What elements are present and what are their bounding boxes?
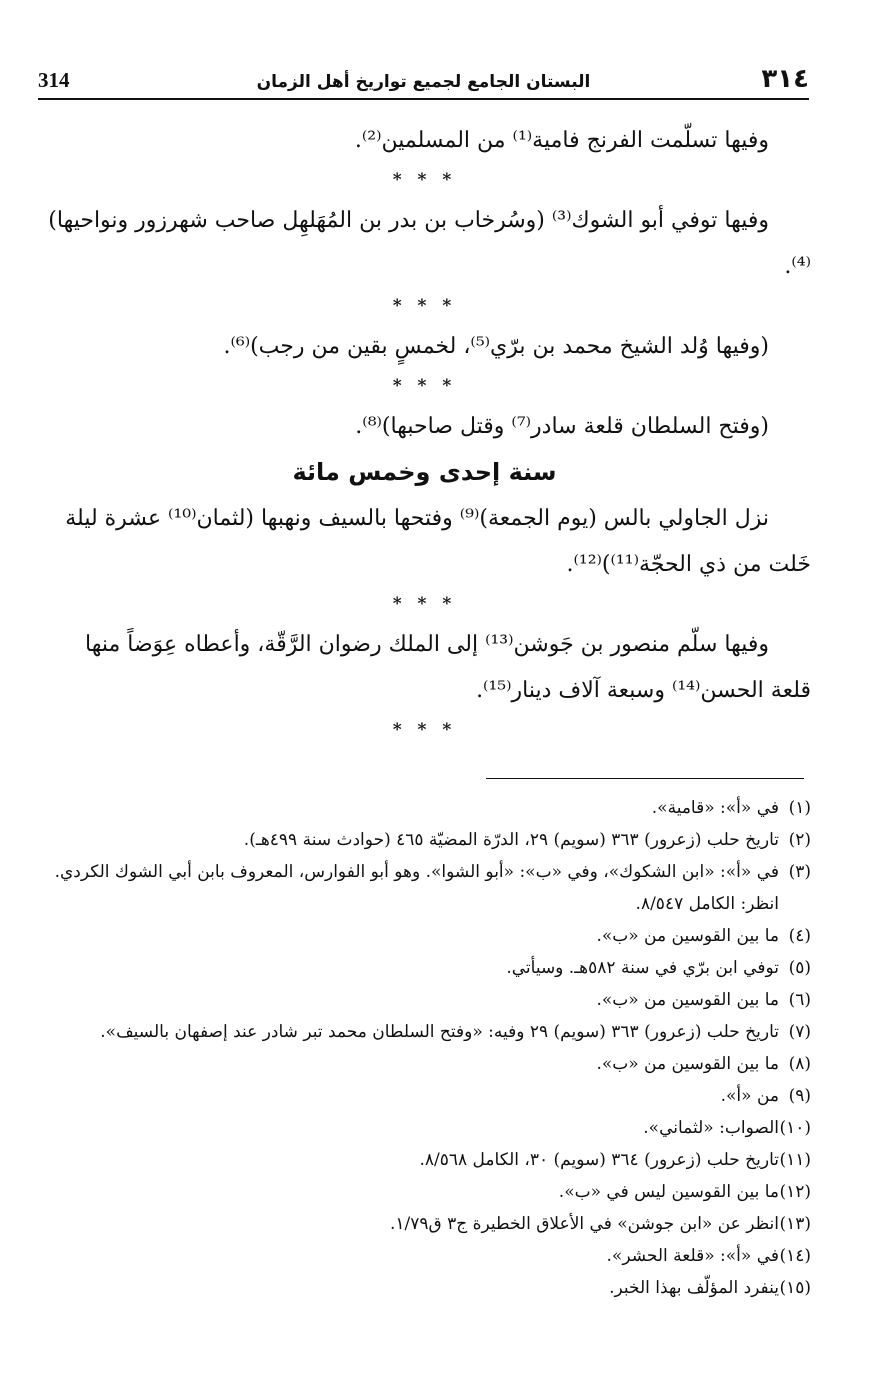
footnote-number: (٩) bbox=[788, 1086, 811, 1106]
footnote bbox=[38, 1048, 811, 1080]
footnote bbox=[38, 1208, 811, 1240]
footnotes bbox=[38, 792, 811, 1304]
footnote-text: في «أ»: «قامية». bbox=[651, 798, 779, 818]
footnote-number: (١٥) bbox=[779, 1278, 811, 1298]
footnote-text: توفي ابن برّي في سنة ٥٨٢هـ. وسيأتي. bbox=[506, 958, 779, 978]
section-separator: * * * bbox=[392, 720, 457, 740]
footnote bbox=[38, 984, 811, 1016]
footnote-text: تاريخ حلب (زعرور) ٣٦٣ (سويم) ٢٩، الدرّة المضيّة ٤٦٥ (حوادث سنة ٤٩٩هـ). bbox=[243, 830, 779, 850]
footnote bbox=[38, 1144, 811, 1176]
footnote bbox=[38, 1112, 811, 1144]
footnote-number: (٦) bbox=[788, 990, 811, 1010]
year-heading: سنة إحدى وخمس مائة bbox=[292, 458, 557, 486]
footnote-text: الصواب: «لثماني». bbox=[643, 1118, 779, 1138]
footnote-text: تاريخ حلب (زعرور) ٣٦٣ (سويم) ٢٩ وفيه: «وفتح السلطان محمد تبر شادر عند إصفهان بالسيف». bbox=[100, 1022, 779, 1042]
footnote-text: ما بين القوسين ليس في «ب». bbox=[558, 1182, 779, 1202]
paragraph: وفيها توفي أبو الشوك⁽³⁾ (وسُرخاب بن بدر بن المُهَلهِل صاحب شهرزور ونواحيها)⁽⁴⁾. bbox=[48, 208, 811, 279]
footnote-text: في «أ»: «ابن الشكوك»، وفي «ب»: «أبو الشوا». وهو أبو الفوارس، المعروف بابن أبي الشوك الكردي. انظر: الكامل ٨/٥٤٧. bbox=[54, 862, 779, 914]
section-separator: * * * bbox=[392, 170, 457, 190]
paragraph: وفيها سلّم منصور بن جَوشن⁽¹³⁾ إلى الملك رضوان الرَّقّة، وأعطاه عِوَضاً منها قلعة الحسن⁽¹⁴⁾ وسبعة آلاف دينار⁽¹⁵⁾. bbox=[85, 632, 811, 703]
footnote-number: (١) bbox=[788, 798, 811, 818]
footnote bbox=[38, 952, 811, 984]
footnote-rule bbox=[486, 778, 804, 779]
paragraph: (وفتح السلطان قلعة سادر⁽⁷⁾ وقتل صاحبها)⁽⁸⁾. bbox=[355, 414, 769, 439]
page-number-arabic: ٣١٤ bbox=[761, 64, 809, 94]
footnote-text: انظر عن «ابن جوشن» في الأعلاق الخطيرة ج٣ ق١/٧٩. bbox=[389, 1214, 779, 1234]
footnote-text: تاريخ حلب (زعرور) ٣٦٤ (سويم) ٣٠، الكامل ٨/٥٦٨. bbox=[419, 1150, 779, 1170]
main-text bbox=[38, 118, 811, 748]
footnote-number: (١٣) bbox=[779, 1214, 811, 1234]
footnote-number: (٨) bbox=[788, 1054, 811, 1074]
footnote bbox=[38, 1016, 811, 1048]
footnote bbox=[38, 856, 811, 920]
footnote-number: (٢) bbox=[788, 830, 811, 850]
footnote bbox=[38, 1176, 811, 1208]
footnote-text: ينفرد المؤلّف بهذا الخبر. bbox=[609, 1278, 779, 1298]
section-separator: * * * bbox=[392, 296, 457, 316]
page-number-latin: 314 bbox=[38, 68, 70, 92]
footnote-number: (١٠) bbox=[779, 1118, 811, 1138]
running-title: البستان الجامع لجميع تواريخ أهل الزمان bbox=[256, 72, 591, 92]
footnote-number: (١٢) bbox=[779, 1182, 811, 1202]
footnote-number: (١٤) bbox=[779, 1246, 811, 1266]
paragraph: نزل الجاولي بالس (يوم الجمعة)⁽⁹⁾ وفتحها بالسيف ونهبها (لثمان⁽¹⁰⁾ عشرة ليلة خَلت من ذي الحجّة⁽¹¹⁾)⁽¹²⁾. bbox=[65, 506, 811, 577]
paragraph: وفيها تسلّمت الفرنج فامية⁽¹⁾ من المسلمين⁽²⁾. bbox=[354, 128, 769, 153]
footnote-text: في «أ»: «قلعة الحشر». bbox=[606, 1246, 779, 1266]
footnote-text: ما بين القوسين من «ب». bbox=[596, 926, 779, 946]
footnote-number: (١١) bbox=[779, 1150, 811, 1170]
footnote bbox=[38, 792, 811, 824]
footnote-text: ما بين القوسين من «ب». bbox=[596, 1054, 779, 1074]
footnote bbox=[38, 824, 811, 856]
section-separator: * * * bbox=[392, 594, 457, 614]
paragraph: (وفيها وُلد الشيخ محمد بن برّي⁽⁵⁾، لخمسٍ بقين من رجب)⁽⁶⁾. bbox=[223, 334, 769, 359]
footnote-number: (٣) bbox=[788, 862, 811, 882]
footnote-number: (٧) bbox=[788, 1022, 811, 1042]
footnote-number: (٤) bbox=[788, 926, 811, 946]
footnote bbox=[38, 1080, 811, 1112]
footnote-text: ما بين القوسين من «ب». bbox=[596, 990, 779, 1010]
footnote-number: (٥) bbox=[788, 958, 811, 978]
page-header bbox=[38, 62, 809, 100]
footnote-text: من «أ». bbox=[720, 1086, 779, 1106]
footnote bbox=[38, 920, 811, 952]
footnote bbox=[38, 1240, 811, 1272]
section-separator: * * * bbox=[392, 376, 457, 396]
footnote bbox=[38, 1272, 811, 1304]
